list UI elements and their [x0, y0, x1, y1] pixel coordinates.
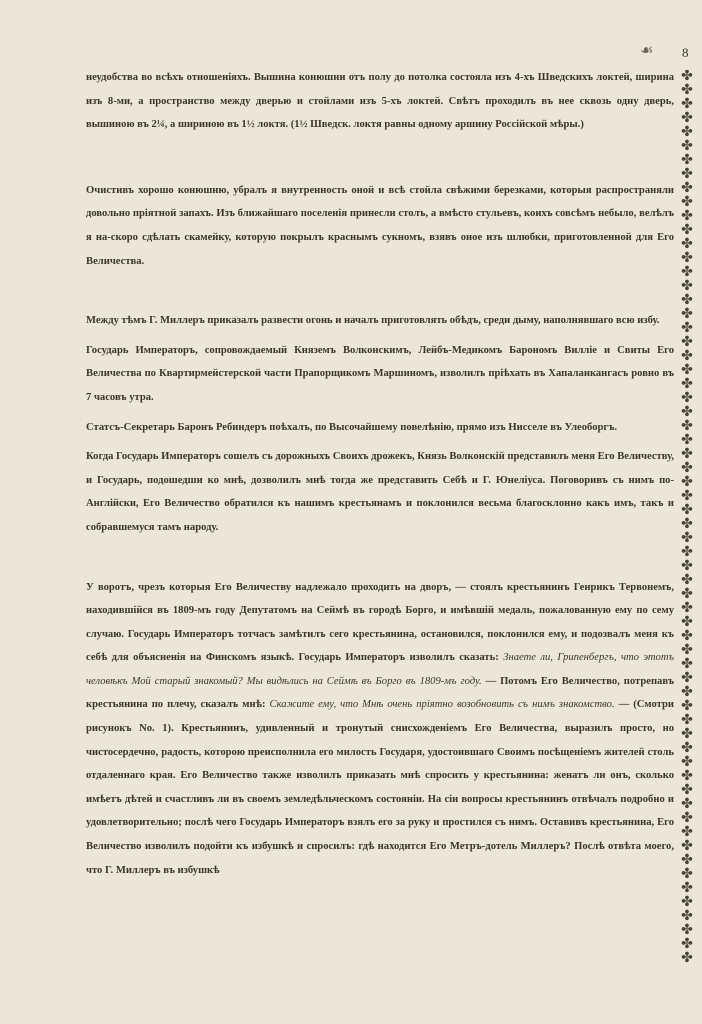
- page-number: 8: [682, 45, 689, 60]
- paragraph-2: Очистивъ хорошо конюшню, убралъ я внутренность оной и всѣ стойла свѣжими березками, которыя распространяли довольно пріятной запахъ. Изъ ближайшаго поселенія принесли столъ, а вмѣсто стульевъ, коихъ совсѣмъ небыло, велѣлъ я на-скоро сдѣлать скамейку, которую покрылъ краснымъ сукномъ, взявъ оное изъ шлюбки, приготовленной для Его Величества.: [86, 184, 674, 267]
- emperor-quote-1: Знаете ли, Грипенбергъ, что этотъ человѣкъ Мой старый знакомый? Мы видѣлись на Сеймѣ въ Борго въ 1809-мъ году.: [86, 652, 675, 687]
- paragraph-6: Когда Государь Императоръ сошелъ съ дорожныхъ Своихъ дрожекъ, Князь Волконскій представилъ меня Его Величеству, и Государь, подошедши ко мнѣ, дозволилъ мнѣ тогда же представить Себѣ и Г. Юнеліуса. Поговоривъ съ нимъ по-Англійски, Его Величество обратился къ нашимъ крестьянамъ и поклонился весьма благосклонно какъ имъ, такъ и собравшемуся тамъ народу.: [86, 451, 674, 533]
- ornamental-border: ✤ ✤ ✤ ✤ ✤ ✤ ✤ ✤ ✤ ✤ ✤ ✤ ✤ ✤ ✤ ✤ ✤ ✤ ✤ ✤ ✤ ✤ ✤ ✤ ✤ ✤ ✤ ✤ ✤ ✤ ✤ ✤ ✤ ✤ ✤ ✤ ✤ ✤ ✤ ✤ ✤ ✤ ✤ ✤ ✤ ✤ ✤ ✤ ✤ ✤ ✤ ✤ ✤ ✤ ✤ ✤ ✤ ✤ ✤ ✤ ✤ ✤ ✤ ✤: [681, 70, 693, 966]
- paragraph-7: [86, 576, 674, 883]
- paragraph-5: Статсъ-Секретарь Баронъ Ребиндеръ поѣхалъ, по Высочайшему повелѣнію, прямо изъ Нисселе въ Улеоборгъ.: [86, 421, 618, 433]
- paragraph-1: неудобства во всѣхъ отношеніяхъ. Вышина конюшни отъ полу до потолка состояла изъ 4-хъ Шведскихъ локтей, ширина изъ 8-ми, а пространство между дверью и стойлами изъ 5-хъ локтей. Свѣтъ проходилъ въ нее сквозь одну дверь, вышиною въ 2¼, а шириною въ 1½ локтя. (1½ Шведск. локтя равны одному аршину Россійской мѣры.): [86, 72, 674, 131]
- paragraph-7-text-e: — (Смотри рисунокъ No. 1). Крестьянинъ, удивленный и тронутый снисхожденіемъ Его Величества, выразилъ просто, но чистосердечно, радость, которою преисполнила его милость Государя, удостоившаго Своимъ посѣщеніемъ жителей столь отдаленнаго края. Его Величество также изволилъ приказать мнѣ спросить у крестьянина: женатъ ли онъ, сколько имѣетъ дѣтей и счастливъ ли въ своемъ земледѣльческомъ состояніи. На сіи вопросы крестьянинъ отвѣчалъ подробно и удовлетворительно; послѣ чего Государь Императоръ взялъ его за руку и простился съ нимъ. Оставивъ крестьянина, Его Величество изволилъ подойти къ избушкѣ и спросилъ: гдѣ находится Его Метръ-дотель Миллеръ? Послѣ отвѣта моего, что Г. Миллеръ въ избушкѣ: [86, 699, 674, 876]
- paragraph-4: Государь Императоръ, сопровождаемый Княземъ Волконскимъ, Лейбъ-Медикомъ Барономъ Вилліе и Свиты Его Величества по Квартирмейстерской части Прапорщикомъ Маршиномъ, изволилъ пріѣхать въ Хапаланкангасъ ровно въ 7 часовъ утра.: [86, 344, 674, 403]
- emperor-quote-2: Скажите ему, что Мнѣ очень пріятно возобновить съ нимъ знакомство.: [269, 699, 615, 711]
- paragraph-3: Между тѣмъ Г. Миллеръ приказалъ развести огонь и началъ приготовлять обѣдъ, среди дыму, наполнявшаго всю избу.: [86, 315, 660, 327]
- seal-mark-icon: ☙: [640, 43, 654, 59]
- page-text: [86, 66, 674, 882]
- paragraph-7-text-a: У воротъ, чрезъ которыя Его Величеству надлежало проходить на дворъ, — стоялъ крестьянинъ Генрикъ Тервонемъ, находившійся въ 1809-мъ году Депутатомъ на Сеймѣ въ городѣ Борго, и имѣвшій медаль, пожалованную ему по сему случаю. Государь Императоръ тотчасъ замѣтилъ сего крестьянина, остановился, поклонился ему, и подозвалъ меня къ себѣ для объясненія на Финскомъ языкѣ. Государь Императоръ изволилъ сказать:: [86, 581, 674, 664]
- paragraph-7-text-c: — Потомъ Его Величество, потрепавъ крестьянина по плечу, сказалъ мнѣ:: [86, 675, 674, 711]
